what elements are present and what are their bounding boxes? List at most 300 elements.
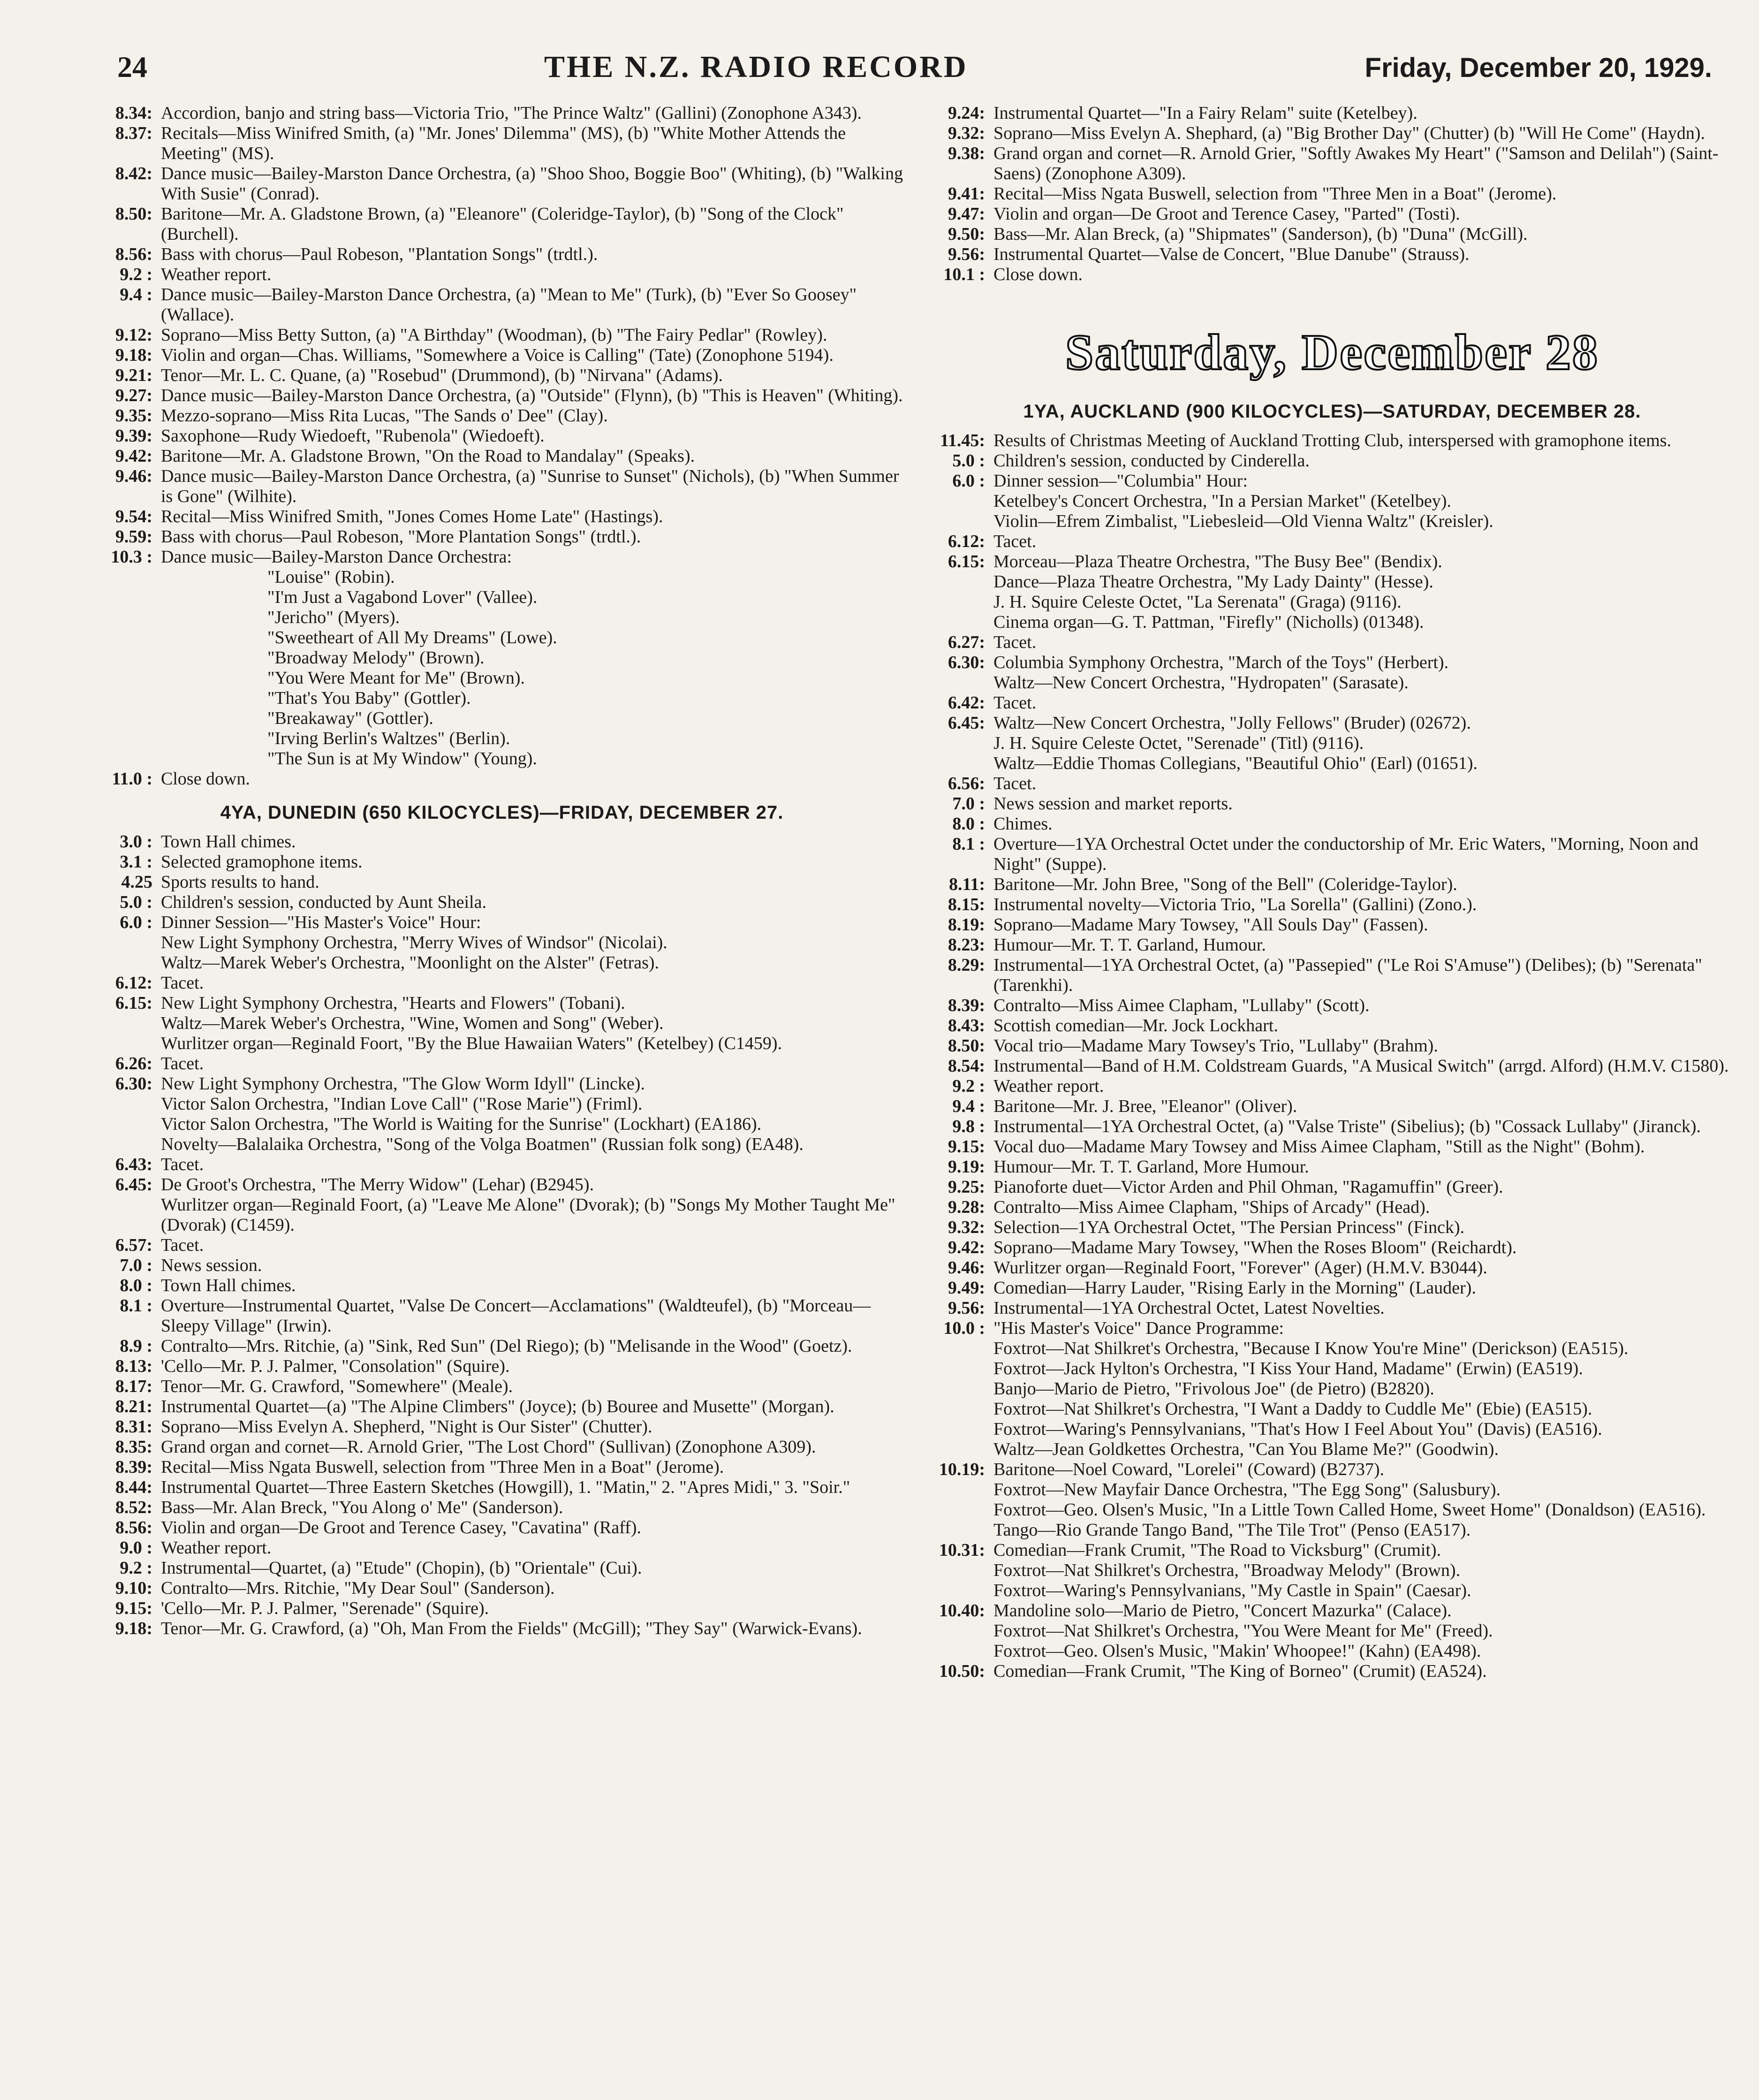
entry-time: 6.30: xyxy=(948,653,985,672)
schedule-entry xyxy=(931,1177,1733,1197)
entry-time xyxy=(931,1500,993,1520)
entry-time: 7.0 : xyxy=(952,794,985,814)
dance-list-item: "Breakaway" (Gottler). xyxy=(267,708,433,728)
dance-list-item: "You Were Meant for Me" (Brown). xyxy=(267,668,525,688)
entry-time: 10.50: xyxy=(939,1661,985,1681)
entry-time: 9.4 : xyxy=(952,1096,985,1116)
schedule-entry xyxy=(99,832,905,852)
schedule-entry xyxy=(99,466,905,507)
schedule-entry xyxy=(931,653,1733,673)
schedule-entry xyxy=(931,1601,1733,1621)
entry-time xyxy=(931,511,993,532)
entry-text: Tenor—Mr. G. Crawford, "Somewhere" (Meale). xyxy=(161,1377,513,1396)
entry-text: Wurlitzer organ—Reginald Foort, "Forever" (Ager) (H.M.V. B3044). xyxy=(993,1258,1487,1278)
schedule-entry xyxy=(99,1397,905,1417)
entry-text: Accordion, banjo and string bass—Victoria Trio, "The Prince Waltz" (Gallini) (Zonophone A343). xyxy=(161,103,862,123)
schedule-entry xyxy=(931,1258,1733,1278)
dance-list-item: "The Sun is at My Window" (Young). xyxy=(267,749,537,768)
entry-text: Violin and organ—De Groot and Terence Casey, "Cavatina" (Raff). xyxy=(161,1518,641,1537)
entry-text: Dance music—Bailey-Marston Dance Orchestra, (a) "Mean to Me" (Turk), (b) "Ever So Goosey" (Wallace). xyxy=(161,285,857,325)
schedule-entry xyxy=(931,1520,1733,1540)
schedule-entry xyxy=(99,1336,905,1356)
entry-time: 9.19: xyxy=(948,1157,985,1177)
entry-time xyxy=(99,1134,161,1155)
entry-time: 6.45: xyxy=(948,713,985,733)
schedule-entry xyxy=(931,632,1733,653)
entry-time: 6.0 : xyxy=(952,471,985,491)
schedule-entry xyxy=(931,753,1733,774)
entry-text: Contralto—Miss Aimee Clapham, "Lullaby" (Scott). xyxy=(993,996,1370,1015)
entry-time: 6.27: xyxy=(948,632,985,652)
entry-time: 8.56: xyxy=(115,1518,152,1537)
entry-text: Dinner session—"Columbia" Hour: xyxy=(993,471,1248,491)
entry-text: Tacet. xyxy=(161,1155,204,1174)
schedule-entry xyxy=(99,1255,905,1276)
schedule-entry xyxy=(99,872,905,892)
entry-time: 6.0 : xyxy=(120,913,152,932)
entry-time: 8.1 : xyxy=(120,1296,152,1316)
schedule-entry xyxy=(99,1498,905,1518)
schedule-entry xyxy=(99,426,905,446)
entry-time: 9.47: xyxy=(948,204,985,224)
left-column xyxy=(99,103,905,1639)
entry-time: 8.21: xyxy=(115,1397,152,1416)
schedule-entry xyxy=(931,1621,1733,1641)
entry-time: 8.50: xyxy=(115,204,152,224)
day-banner: Saturday, December 28 xyxy=(1065,325,1599,380)
entry-text: New Light Symphony Orchestra, "Merry Wives of Windsor" (Nicolai). xyxy=(161,933,667,952)
entry-text: Bass—Mr. Alan Breck, "You Along o' Me" (Sanderson). xyxy=(161,1498,563,1517)
entry-time: 8.11: xyxy=(948,875,985,894)
entry-time: 9.32: xyxy=(948,1217,985,1237)
entry-text: Baritone—Noel Coward, "Lorelei" (Coward) (B2737). xyxy=(993,1460,1385,1479)
schedule-entry xyxy=(931,1500,1733,1520)
entry-text: Comedian—Frank Crumit, "The Road to Vicksburg" (Crumit). xyxy=(993,1540,1441,1560)
entry-text: Foxtrot—Geo. Olsen's Music, "In a Little Town Called Home, Sweet Home" (Donaldson) (EA516). xyxy=(993,1500,1706,1520)
entry-time: 10.40: xyxy=(939,1601,985,1621)
entry-text: Chimes. xyxy=(993,814,1053,834)
schedule-entry xyxy=(931,511,1733,532)
schedule-entry xyxy=(99,852,905,872)
entry-time xyxy=(931,1581,993,1601)
entry-text: Dinner Session—"His Master's Voice" Hour: xyxy=(161,913,481,932)
entry-time: 6.12: xyxy=(115,973,152,993)
schedule-entry xyxy=(99,1477,905,1498)
entry-time xyxy=(931,612,993,632)
entry-text: Close down. xyxy=(161,769,250,789)
schedule-entry xyxy=(931,204,1733,224)
entry-text: Mezzo-soprano—Miss Rita Lucas, "The Sands o' Dee" (Clay). xyxy=(161,406,608,426)
entry-text: Weather report. xyxy=(161,1538,272,1558)
entry-text: Cinema organ—G. T. Pattman, "Firefly" (Nicholls) (01348). xyxy=(993,612,1424,632)
entry-time: 9.2 : xyxy=(120,1558,152,1578)
entry-time xyxy=(931,753,993,774)
schedule-entry xyxy=(931,713,1733,733)
entry-text: Dance music—Bailey-Marston Dance Orchestra, (a) "Outside" (Flynn), (b) "This is Heaven" (Whiting). xyxy=(161,386,903,405)
schedule-entry xyxy=(99,1114,905,1134)
entry-text: 'Cello—Mr. P. J. Palmer, "Consolation" (Squire). xyxy=(161,1356,510,1376)
schedule-entry xyxy=(99,1094,905,1114)
entry-time: 8.23: xyxy=(948,935,985,955)
entry-time xyxy=(931,1399,993,1419)
schedule-entry xyxy=(931,1238,1733,1258)
entry-time: 9.50: xyxy=(948,224,985,244)
schedule-entry xyxy=(99,1175,905,1195)
entry-text: Saxophone—Rudy Wiedoeft, "Rubenola" (Wiedoeft). xyxy=(161,426,545,446)
entry-text: Soprano—Miss Evelyn A. Shepherd, "Night is Our Sister" (Chutter). xyxy=(161,1417,652,1437)
entry-text: Bass—Mr. Alan Breck, (a) "Shipmates" (Sanderson), (b) "Duna" (McGill). xyxy=(993,224,1528,244)
entry-text: Violin and organ—De Groot and Terence Casey, "Parted" (Tosti). xyxy=(993,204,1460,224)
entry-text: Recital—Miss Winifred Smith, "Jones Comes Home Late" (Hastings). xyxy=(161,507,663,526)
entry-text: Soprano—Madame Mary Towsey, "All Souls Day" (Fassen). xyxy=(993,915,1428,935)
entry-time: 6.56: xyxy=(948,774,985,793)
entry-time: 9.54: xyxy=(115,507,152,526)
schedule-entry xyxy=(99,1417,905,1437)
schedule-entry xyxy=(99,386,905,406)
entry-text: De Groot's Orchestra, "The Merry Widow" (Lehar) (B2945). xyxy=(161,1175,594,1195)
entry-time: 8.0 : xyxy=(120,1276,152,1295)
schedule-entry xyxy=(931,451,1733,471)
entry-time: 9.10: xyxy=(115,1578,152,1598)
entry-time: 9.24: xyxy=(948,103,985,123)
schedule-entry xyxy=(99,892,905,913)
entry-time: 9.25: xyxy=(948,1177,985,1197)
entry-time: 6.43: xyxy=(115,1155,152,1174)
entry-text: Waltz—Jean Goldkettes Orchestra, "Can You Blame Me?" (Goodwin). xyxy=(993,1439,1499,1459)
entry-text: Waltz—Eddie Thomas Collegians, "Beautiful Ohio" (Earl) (01651). xyxy=(993,753,1478,773)
schedule-entry xyxy=(99,769,905,789)
schedule-entry xyxy=(931,471,1733,491)
entry-time xyxy=(931,1480,993,1500)
schedule-entry xyxy=(931,1096,1733,1117)
schedule-entry xyxy=(931,103,1733,123)
entry-time: 6.15: xyxy=(948,552,985,571)
schedule-entry xyxy=(99,1538,905,1558)
entry-time: 10.1 : xyxy=(943,265,985,284)
schedule-entry xyxy=(99,244,905,265)
schedule-entry xyxy=(931,915,1733,935)
entry-time: 8.50: xyxy=(948,1036,985,1056)
entry-text: "His Master's Voice" Dance Programme: xyxy=(993,1318,1284,1338)
entry-text: J. H. Squire Celeste Octet, "La Serenata" (Graga) (9116). xyxy=(993,592,1402,612)
entry-time: 6.12: xyxy=(948,532,985,551)
entry-time: 9.59: xyxy=(115,527,152,547)
schedule-entry xyxy=(931,1359,1733,1379)
schedule-entry xyxy=(99,123,905,164)
entry-text: New Light Symphony Orchestra, "Hearts and Flowers" (Tobani). xyxy=(161,993,625,1013)
entry-text: Bass with chorus—Paul Robeson, "More Plantation Songs" (trdtl.). xyxy=(161,527,641,547)
entry-text: Selected gramophone items. xyxy=(161,852,363,872)
entry-time: 9.18: xyxy=(115,1619,152,1638)
entry-time: 9.21: xyxy=(115,365,152,385)
entry-text: Tango—Rio Grande Tango Band, "The Tile Trot" (Penso (EA517). xyxy=(993,1520,1471,1540)
entry-text: Tacet. xyxy=(993,632,1037,652)
schedule-entry xyxy=(931,123,1733,144)
schedule-entry xyxy=(99,446,905,466)
entry-text: Waltz—New Concert Orchestra, "Jolly Fellows" (Bruder) (02672). xyxy=(993,713,1471,733)
entry-time xyxy=(99,1114,161,1134)
entry-text: Vocal trio—Madame Mary Towsey's Trio, "Lullaby" (Brahm). xyxy=(993,1036,1438,1056)
entry-text: Waltz—Marek Weber's Orchestra, "Wine, Women and Song" (Weber). xyxy=(161,1013,664,1033)
entry-time: 9.49: xyxy=(948,1278,985,1298)
schedule-entry xyxy=(931,1197,1733,1217)
entry-text: Weather report. xyxy=(993,1076,1104,1096)
schedule-entry xyxy=(99,1578,905,1598)
entry-time: 9.42: xyxy=(948,1238,985,1257)
schedule-entry xyxy=(931,1439,1733,1460)
entry-time: 8.15: xyxy=(948,895,985,914)
entry-text: Baritone—Mr. J. Bree, "Eleanor" (Oliver). xyxy=(993,1096,1297,1116)
schedule-entry xyxy=(99,953,905,973)
entry-time: 9.38: xyxy=(948,144,985,163)
dance-list-item: "Jericho" (Myers). xyxy=(267,608,400,627)
schedule-entry xyxy=(931,774,1733,794)
entry-text: Town Hall chimes. xyxy=(161,832,296,852)
entry-time xyxy=(931,1439,993,1460)
schedule-entry xyxy=(931,693,1733,713)
schedule-entry xyxy=(99,1074,905,1094)
entry-time: 11.0 : xyxy=(112,769,152,789)
entry-text: Foxtrot—Jack Hylton's Orchestra, "I Kiss Your Hand, Madame" (Erwin) (EA519). xyxy=(993,1359,1583,1378)
station-heading-4ya: 4YA, DUNEDIN (650 KILOCYCLES)—FRIDAY, DECEMBER 27. xyxy=(220,802,784,823)
entry-time: 8.54: xyxy=(948,1056,985,1076)
entry-time xyxy=(99,1094,161,1114)
entry-time: 5.0 : xyxy=(120,892,152,912)
schedule-entry xyxy=(99,285,905,325)
schedule-entry xyxy=(931,1540,1733,1560)
entry-text: Foxtrot—Geo. Olsen's Music, "Makin' Whoopee!" (Kahn) (EA498). xyxy=(993,1641,1481,1661)
schedule-entry xyxy=(931,491,1733,511)
entry-text: Instrumental Quartet—Three Eastern Sketches (Howgill), 1. "Matin," 2. "Apres Midi," 3. "Soir." xyxy=(161,1477,850,1497)
entry-text: Soprano—Madame Mary Towsey, "When the Roses Bloom" (Reichardt). xyxy=(993,1238,1517,1257)
entry-text: Instrumental—1YA Orchestral Octet, (a) "Valse Triste" (Sibelius); (b) "Cossack Lullaby" (Jiranck). xyxy=(993,1117,1701,1136)
schedule-entry xyxy=(99,164,905,204)
entry-text: Soprano—Miss Evelyn A. Shephard, (a) "Big Brother Day" (Chutter) (b) "Will He Come" (Haydn). xyxy=(993,123,1705,143)
entry-time: 8.35: xyxy=(115,1437,152,1457)
entry-text: Mandoline solo—Mario de Pietro, "Concert Mazurka" (Calace). xyxy=(993,1601,1452,1621)
schedule-entry xyxy=(99,933,905,953)
entry-time xyxy=(931,1621,993,1641)
entry-time xyxy=(931,733,993,753)
entry-text: Tenor—Mr. G. Crawford, (a) "Oh, Man From the Fields" (McGill); "They Say" (Warwick-Evans). xyxy=(161,1619,862,1638)
entry-text: Contralto—Mrs. Ritchie, (a) "Sink, Red Sun" (Del Riego); (b) "Melisande in the Wood" (Goetz). xyxy=(161,1336,852,1356)
schedule-entry xyxy=(931,244,1733,265)
entry-text: Foxtrot—Waring's Pennsylvanians, "That's How I Feel About You" (Davis) (EA516). xyxy=(993,1419,1602,1439)
entry-time xyxy=(931,572,993,592)
entry-text: Instrumental novelty—Victoria Trio, "La Sorella" (Gallini) (Zono.). xyxy=(993,895,1477,914)
schedule-entry xyxy=(99,1195,905,1235)
entry-text: 'Cello—Mr. P. J. Palmer, "Serenade" (Squire). xyxy=(161,1598,489,1618)
schedule-entry xyxy=(99,1356,905,1377)
entry-time xyxy=(931,1419,993,1439)
entry-time xyxy=(931,673,993,693)
schedule-entry xyxy=(931,552,1733,572)
schedule-entry xyxy=(931,612,1733,632)
entry-time: 8.29: xyxy=(948,955,985,975)
entry-time xyxy=(99,953,161,973)
schedule-entry xyxy=(931,1379,1733,1399)
entry-text: Waltz—Marek Weber's Orchestra, "Moonlight on the Alster" (Fetras). xyxy=(161,953,660,973)
entry-text: Foxtrot—Nat Shilkret's Orchestra, "You Were Meant for Me" (Freed). xyxy=(993,1621,1493,1641)
schedule-entry xyxy=(931,1157,1733,1177)
entry-time: 9.41: xyxy=(948,184,985,204)
entry-time: 8.19: xyxy=(948,915,985,935)
entry-text: Dance music—Bailey-Marston Dance Orchestra, (a) "Shoo Shoo, Boggie Boo" (Whiting), (b) "Walking With Susie" (Conrad). xyxy=(161,164,903,204)
schedule-list xyxy=(931,103,1733,285)
entry-time: 9.0 : xyxy=(120,1538,152,1558)
entry-text: Overture—Instrumental Quartet, "Valse De Concert—Acclamations" (Waldteufel), (b) "Morceau—Sleepy Village" (Irwin). xyxy=(161,1296,871,1336)
schedule-entry xyxy=(931,1560,1733,1581)
entry-text: Contralto—Miss Aimee Clapham, "Ships of Arcady" (Head). xyxy=(993,1197,1430,1217)
entry-text: Foxtrot—Nat Shilkret's Orchestra, "Because I Know You're Mine" (Derickson) (EA515). xyxy=(993,1339,1629,1358)
schedule-entry xyxy=(931,1339,1733,1359)
dance-list-item: "I'm Just a Vagabond Lover" (Vallee). xyxy=(267,587,538,607)
schedule-list xyxy=(99,832,905,1639)
entry-text: Victor Salon Orchestra, "Indian Love Call" ("Rose Marie") (Friml). xyxy=(161,1094,643,1114)
entry-time xyxy=(931,1560,993,1581)
entry-time xyxy=(931,1641,993,1661)
schedule-entry xyxy=(931,224,1733,244)
schedule-entry xyxy=(99,365,905,386)
right-column xyxy=(931,103,1733,1682)
entry-time: 9.46: xyxy=(948,1258,985,1278)
schedule-entry xyxy=(931,144,1733,184)
schedule-entry xyxy=(931,572,1733,592)
entry-text: Overture—1YA Orchestral Octet under the conductorship of Mr. Eric Waters, "Morning, Noon and Night" (Suppe). xyxy=(993,834,1698,874)
schedule-entry xyxy=(931,814,1733,834)
entry-time: 9.4 : xyxy=(120,285,152,304)
page-number: 24 xyxy=(117,50,147,84)
schedule-entry xyxy=(931,935,1733,955)
entry-text: Bass with chorus—Paul Robeson, "Plantation Songs" (trdtl.). xyxy=(161,244,598,264)
schedule-entry xyxy=(99,1598,905,1619)
schedule-entry xyxy=(931,431,1733,451)
schedule-entry xyxy=(99,1377,905,1397)
entry-time: 8.17: xyxy=(115,1377,152,1396)
entry-time: 6.15: xyxy=(115,993,152,1013)
entry-text: Contralto—Mrs. Ritchie, "My Dear Soul" (Sanderson). xyxy=(161,1578,555,1598)
entry-time: 9.15: xyxy=(115,1598,152,1618)
schedule-entry xyxy=(99,913,905,933)
schedule-entry xyxy=(931,733,1733,753)
entry-text: Tacet. xyxy=(993,774,1037,793)
schedule-entry xyxy=(931,895,1733,915)
entry-time: 6.45: xyxy=(115,1175,152,1195)
schedule-entry xyxy=(931,996,1733,1016)
entry-time xyxy=(931,1520,993,1540)
entry-time: 9.39: xyxy=(115,426,152,446)
schedule-entry xyxy=(99,1155,905,1175)
schedule-entry xyxy=(931,1399,1733,1419)
entry-time: 9.2 : xyxy=(120,265,152,284)
publication-title: THE N.Z. RADIO RECORD xyxy=(544,50,968,84)
schedule-entry xyxy=(931,592,1733,612)
entry-time: 9.27: xyxy=(115,386,152,405)
entry-text: Grand organ and cornet—R. Arnold Grier, "Softly Awakes My Heart" ("Samson and Delilah") (Saint-Saens) (Zonophone A309). xyxy=(993,144,1719,183)
entry-text: Town Hall chimes. xyxy=(161,1276,296,1295)
schedule-entry xyxy=(931,1641,1733,1661)
schedule-entry xyxy=(931,1036,1733,1056)
entry-time xyxy=(99,1195,161,1235)
entry-time: 8.43: xyxy=(948,1016,985,1035)
entry-text: Violin and organ—Chas. Williams, "Somewhere a Voice is Calling" (Tate) (Zonophone 5194). xyxy=(161,345,834,365)
entry-time: 9.42: xyxy=(115,446,152,466)
entry-time: 8.39: xyxy=(115,1457,152,1477)
entry-text: Selection—1YA Orchestral Octet, "The Persian Princess" (Finck). xyxy=(993,1217,1465,1237)
dance-list-item: "Irving Berlin's Waltzes" (Berlin). xyxy=(267,729,510,748)
schedule-entry xyxy=(931,184,1733,204)
entry-text: Wurlitzer organ—Reginald Foort, (a) "Leave Me Alone" (Dvorak); (b) "Songs My Mother Taught Me" (Dvorak) (C1459). xyxy=(161,1195,895,1235)
entry-text: Dance music—Bailey-Marston Dance Orchestra: xyxy=(161,547,512,567)
entry-text: Sports results to hand. xyxy=(161,872,319,892)
entry-time: 6.30: xyxy=(115,1074,152,1094)
entry-text: Novelty—Balalaika Orchestra, "Song of the Volga Boatmen" (Russian folk song) (EA48). xyxy=(161,1134,804,1154)
page-header xyxy=(117,49,1712,91)
schedule-entry xyxy=(99,1054,905,1074)
entry-time: 8.31: xyxy=(115,1417,152,1437)
entry-time: 6.57: xyxy=(115,1235,152,1255)
schedule-entry xyxy=(99,345,905,365)
schedule-entry xyxy=(931,1217,1733,1238)
entry-text: Baritone—Mr. John Bree, "Song of the Bell" (Coleridge-Taylor). xyxy=(993,875,1457,894)
entry-text: Grand organ and cornet—R. Arnold Grier, "The Lost Chord" (Sullivan) (Zonophone A309). xyxy=(161,1437,816,1457)
schedule-entry xyxy=(99,993,905,1013)
entry-text: Tacet. xyxy=(993,693,1037,713)
schedule-entry xyxy=(931,532,1733,552)
entry-text: Violin—Efrem Zimbalist, "Liebesleid—Old Vienna Waltz" (Kreisler). xyxy=(993,511,1494,531)
schedule-entry xyxy=(931,834,1733,875)
entry-text: Tacet. xyxy=(161,973,204,993)
dance-list-item: "That's You Baby" (Gottler). xyxy=(267,688,471,708)
schedule-entry xyxy=(931,1318,1733,1339)
entry-text: Foxtrot—Waring's Pennsylvanians, "My Castle in Spain" (Caesar). xyxy=(993,1581,1471,1600)
entry-time: 9.28: xyxy=(948,1197,985,1217)
schedule-entry xyxy=(99,265,905,285)
schedule-entry xyxy=(99,406,905,426)
entry-time: 10.0 : xyxy=(943,1318,985,1338)
entry-text: Dance music—Bailey-Marston Dance Orchestra, (a) "Sunrise to Sunset" (Nichols), (b) "When Summer is Gone" (Wilhite). xyxy=(161,466,899,506)
entry-text: Tacet. xyxy=(161,1235,204,1255)
entry-time: 8.52: xyxy=(115,1498,152,1517)
entry-time xyxy=(931,491,993,511)
schedule-entry xyxy=(931,1117,1733,1137)
entry-time: 8.44: xyxy=(115,1477,152,1497)
entry-text: News session. xyxy=(161,1255,262,1275)
schedule-entry xyxy=(931,1076,1733,1096)
schedule-entry xyxy=(99,1457,905,1477)
schedule-entry xyxy=(931,1419,1733,1439)
entry-text: Columbia Symphony Orchestra, "March of the Toys" (Herbert). xyxy=(993,653,1449,672)
entry-time: 9.32: xyxy=(948,123,985,143)
entry-time: 8.34: xyxy=(115,103,152,123)
entry-text: New Light Symphony Orchestra, "The Glow Worm Idyll" (Lincke). xyxy=(161,1074,645,1094)
entry-text: J. H. Squire Celeste Octet, "Serenade" (Titl) (9116). xyxy=(993,733,1364,753)
entry-time: 10.19: xyxy=(939,1460,985,1479)
schedule-entry xyxy=(931,673,1733,693)
entry-time: 9.12: xyxy=(115,325,152,345)
entry-text: Comedian—Frank Crumit, "The King of Borneo" (Crumit) (EA524). xyxy=(993,1661,1487,1681)
entry-time xyxy=(99,933,161,953)
schedule-entry xyxy=(99,204,905,244)
entry-time: 9.35: xyxy=(115,406,152,426)
schedule-entry xyxy=(99,973,905,993)
entry-text: Morceau—Plaza Theatre Orchestra, "The Busy Bee" (Bendix). xyxy=(993,552,1442,571)
entry-time: 8.56: xyxy=(115,244,152,264)
entry-text: Ketelbey's Concert Orchestra, "In a Persian Market" (Ketelbey). xyxy=(993,491,1451,511)
schedule-entry xyxy=(931,1016,1733,1036)
schedule-entry xyxy=(99,1134,905,1155)
entry-text: News session and market reports. xyxy=(993,794,1233,814)
